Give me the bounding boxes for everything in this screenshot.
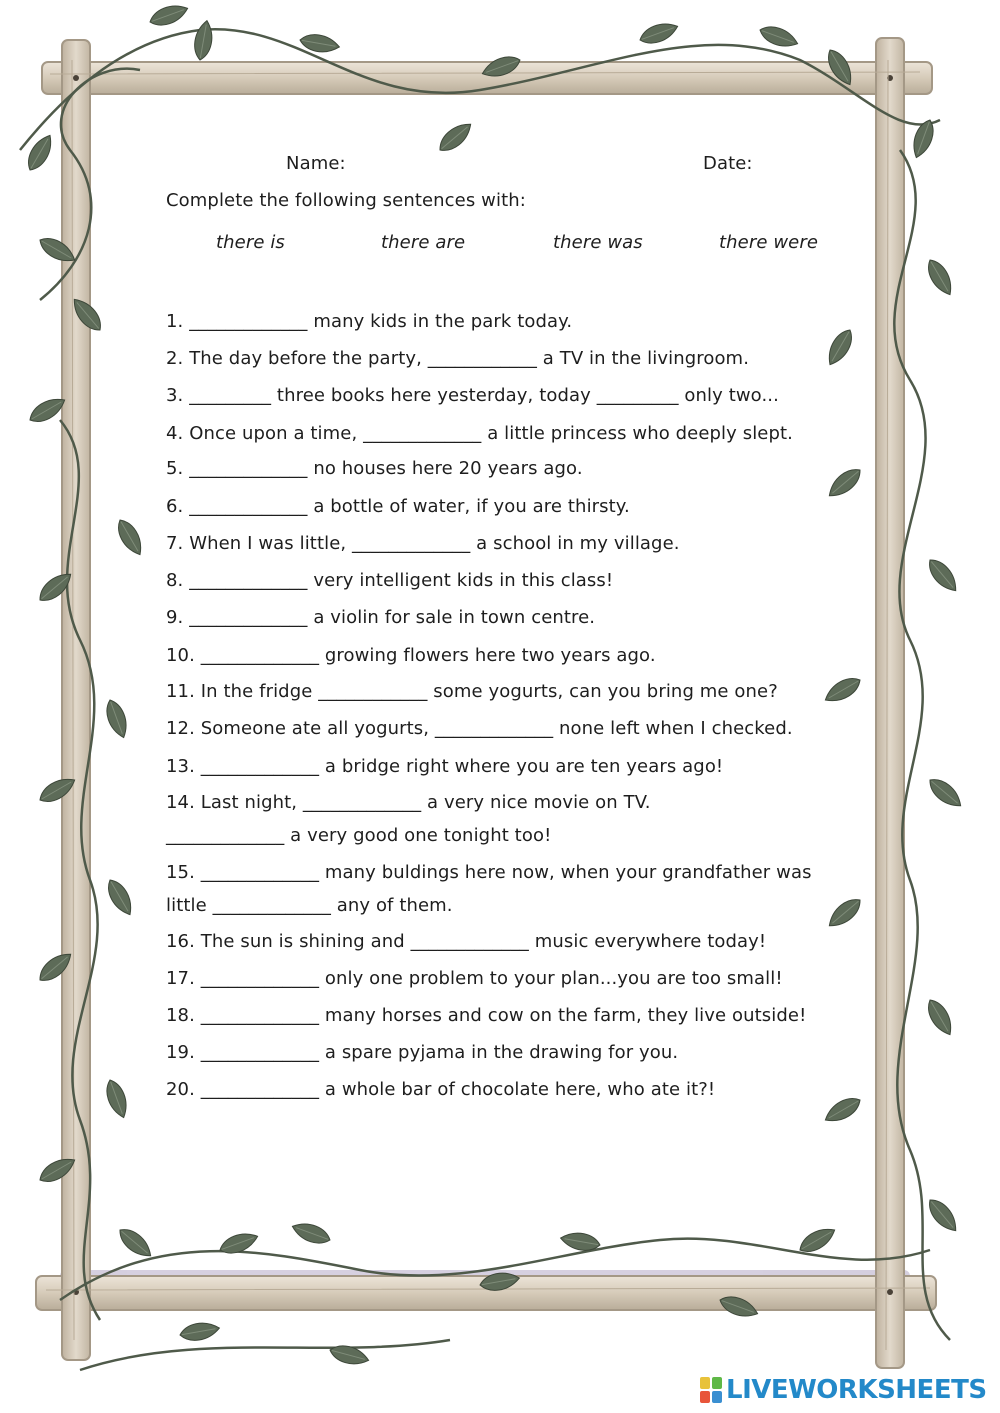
logo-text: LIVEWORKSHEETS: [726, 1375, 987, 1405]
sentence-15-line-1: 15. _____________ many buldings here now, when your grandfather was: [166, 862, 812, 883]
sentence-17: 17. _____________ only one problem to your plan...you are too small!: [166, 968, 783, 989]
sentence-4: 4. Once upon a time, _____________ a little princess who deeply slept.: [166, 423, 793, 444]
logo-badge-icon: [700, 1377, 722, 1403]
name-label: Name:: [286, 153, 346, 174]
badge-square: [712, 1391, 722, 1403]
sentence-8: 8. _____________ very intelligent kids in this class!: [166, 570, 614, 591]
sentence-16: 16. The sun is shining and _____________ music everywhere today!: [166, 931, 767, 952]
date-label: Date:: [703, 153, 753, 174]
sentence-14-line-2: _____________ a very good one tonight too!: [166, 825, 552, 846]
sentence-9: 9. _____________ a violin for sale in town centre.: [166, 607, 596, 628]
badge-square: [712, 1377, 722, 1389]
sentence-10: 10. _____________ growing flowers here two years ago.: [166, 645, 656, 666]
badge-square: [700, 1391, 710, 1403]
sentence-2: 2. The day before the party, ____________ a TV in the livingroom.: [166, 348, 750, 369]
sentence-7: 7. When I was little, _____________ a school in my village.: [166, 533, 680, 554]
sentence-19: 19. _____________ a spare pyjama in the drawing for you.: [166, 1042, 679, 1063]
sentence-20: 20. _____________ a whole bar of chocolate here, who ate it?!: [166, 1079, 716, 1100]
sentence-14-line-1: 14. Last night, _____________ a very nice movie on TV.: [166, 792, 651, 813]
sentence-3: 3. _________ three books here yesterday, today _________ only two...: [166, 385, 779, 406]
sentence-5: 5. _____________ no houses here 20 years ago.: [166, 458, 583, 479]
option-there-were: there were: [719, 232, 819, 253]
sentence-13: 13. _____________ a bridge right where you are ten years ago!: [166, 756, 724, 777]
instruction-text: Complete the following sentences with:: [166, 190, 526, 211]
option-there-was: there was: [553, 232, 643, 253]
option-there-are: there are: [381, 232, 466, 253]
sentence-1: 1. _____________ many kids in the park today.: [166, 311, 573, 332]
sentence-11: 11. In the fridge ____________ some yogurts, can you bring me one?: [166, 681, 778, 702]
badge-square: [700, 1377, 710, 1389]
sentence-18: 18. _____________ many horses and cow on the farm, they live outside!: [166, 1005, 807, 1026]
sentence-6: 6. _____________ a bottle of water, if you are thirsty.: [166, 496, 630, 517]
liveworksheets-logo: [700, 1374, 987, 1406]
option-there-is: there is: [216, 232, 285, 253]
sentence-15-line-2: little _____________ any of them.: [166, 895, 453, 916]
sentence-12: 12. Someone ate all yogurts, _____________ none left when I checked.: [166, 718, 793, 739]
